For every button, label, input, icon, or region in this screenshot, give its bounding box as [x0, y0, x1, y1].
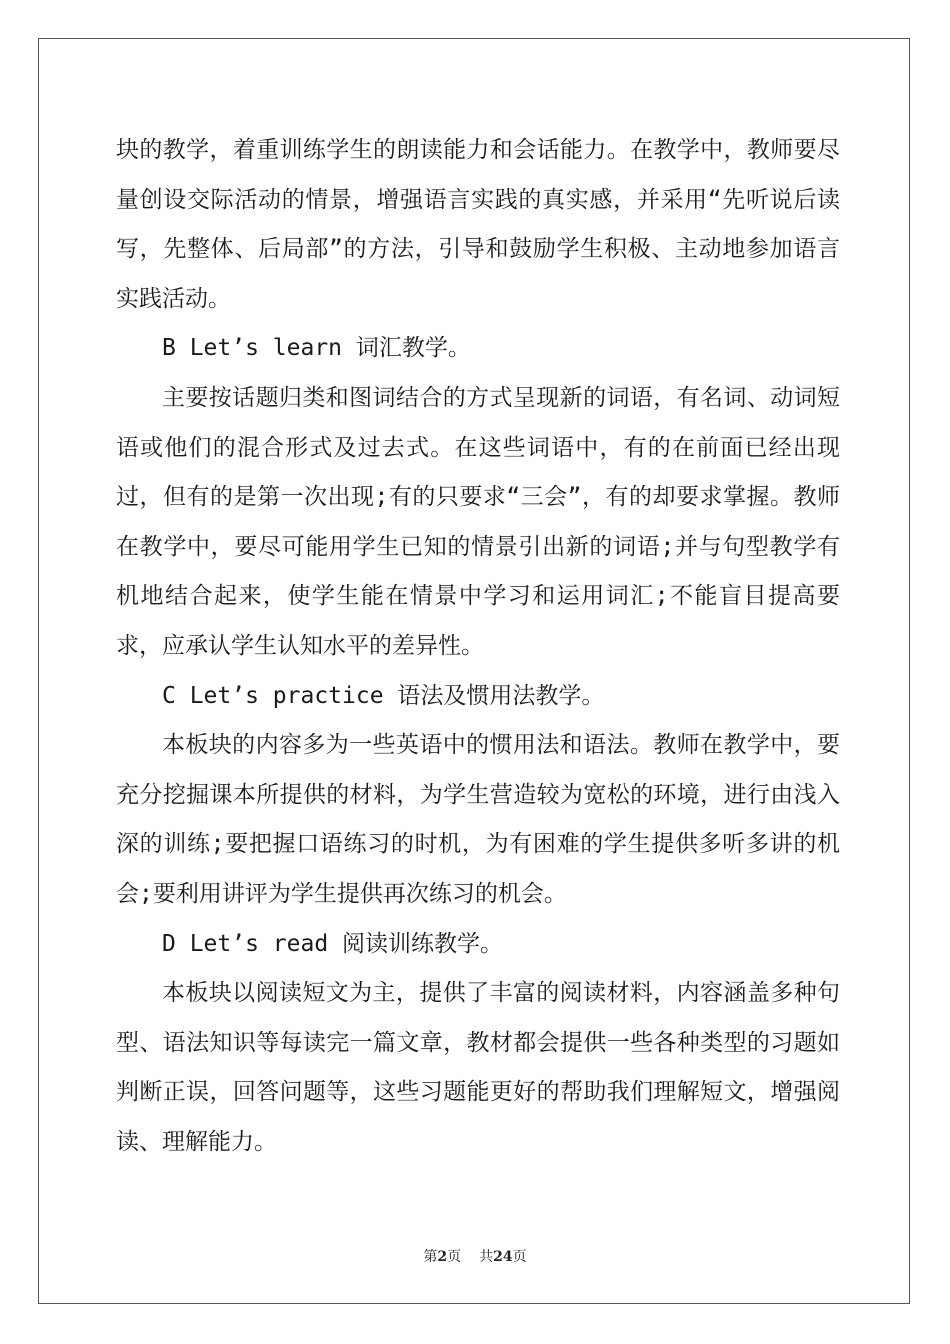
- paragraph-3: 本板块的内容多为一些英语中的惯用法和语法。教师在教学中，要充分挖掘课本所提供的材料，为学生营造较为宽松的环境，进行由浅入深的训练;要把握口语练习的时机，为有困难的学生提供多听多讲的机会;要利用讲评为学生提供再次练习的机会。: [116, 732, 840, 907]
- page-number: 2: [437, 1249, 448, 1265]
- page-footer: [0, 1246, 950, 1266]
- page-prefix: 第: [423, 1249, 438, 1265]
- section-heading-d: D Let’s read 阅读训练教学。: [162, 930, 504, 957]
- paragraph-4: 本板块以阅读短文为主，提供了丰富的阅读材料，内容涵盖多种句型、语法知识等每读完一篇文章，教材都会提供一些各种类型的习题如判断正误，回答问题等，这些习题能更好的帮助我们理解短文，增强阅读、理解能力。: [116, 980, 840, 1155]
- section-heading-c: C Let’s practice 语法及惯用法教学。: [162, 682, 605, 709]
- section-heading-b: B Let’s learn 词汇教学。: [162, 335, 471, 362]
- page-suffix: 页: [447, 1249, 462, 1265]
- total-suffix: 页: [512, 1249, 527, 1265]
- document-body: [116, 126, 840, 1167]
- paragraph-2: 主要按话题归类和图词结合的方式呈现新的词语，有名词、动词短语或他们的混合形式及过去式。在这些词语中，有的在前面已经出现过，但有的是第一次出现;有的只要求“三会”，有的却要求掌握。教师在教学中，要尽可能用学生已知的情景引出新的词语;并与句型教学有机地结合起来，使学生能在情景中学习和运用词汇;不能盲目提高要求，应承认学生认知水平的差异性。: [116, 384, 840, 659]
- total-prefix: 共: [479, 1249, 494, 1265]
- total-pages: 24: [493, 1249, 513, 1265]
- paragraph-1: 块的教学，着重训练学生的朗读能力和会话能力。在教学中，教师要尽量创设交际活动的情景，增强语言实践的真实感，并采用“先听说后读写，先整体、后局部”的方法，引导和鼓励学生积极、主动地参加语言实践活动。: [116, 137, 840, 312]
